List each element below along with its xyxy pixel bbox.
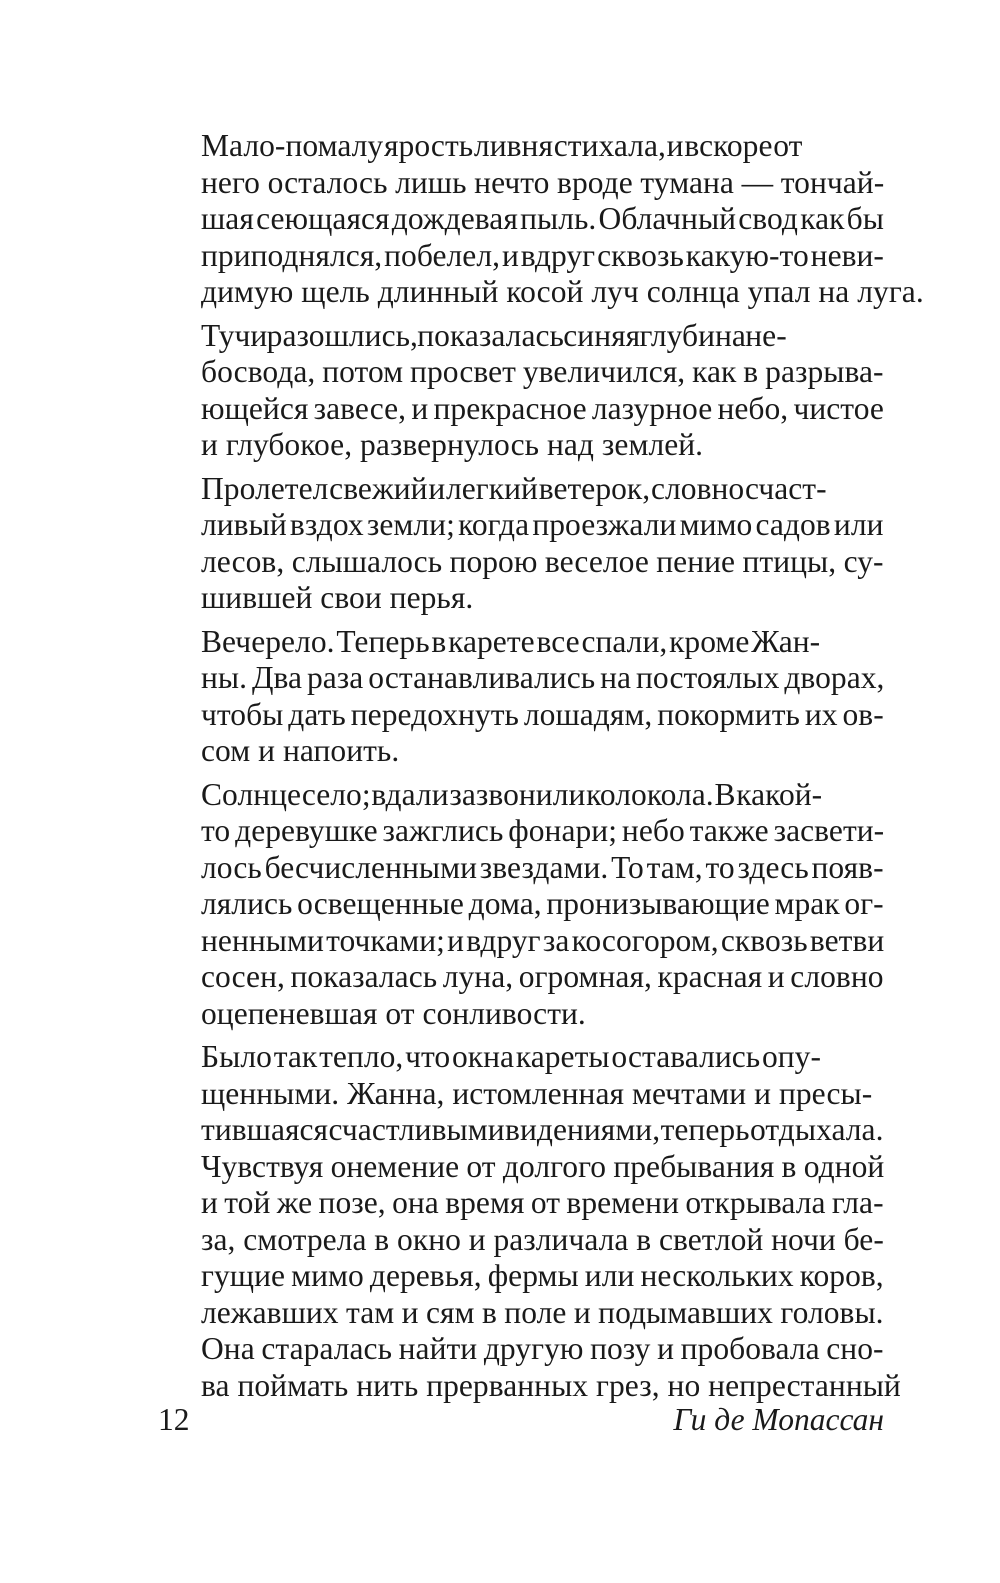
text-line: ны. Два раза останавливались на постоялых дворах, (201, 660, 885, 695)
text-line: и глубокое, развернулось над землей. (201, 427, 704, 462)
text-line: Солнце село; вдали зазвонили колокола. В какой- (201, 776, 823, 812)
text-line: оцепеневшая от сонливости. (201, 995, 586, 1031)
page-number: 12 (158, 1402, 190, 1437)
paragraph-6 (158, 1039, 901, 1404)
paragraph-1 (158, 128, 924, 311)
text-line: щенными. Жанна, истомленная мечтами и пресы- (201, 1075, 873, 1111)
text-line: Чувствуя онемение от долгого пребывания в одной (201, 1148, 885, 1184)
text-line: шая сеющаяся дождевая пыль. Облачный свод как бы (201, 201, 884, 236)
text-line: Было так тепло, что окна кареты оставались опу- (201, 1039, 822, 1074)
paragraph-3 (158, 471, 884, 617)
text-line: сосен, показалась луна, огромная, красная и словно (201, 959, 884, 994)
paragraph-2 (158, 318, 884, 464)
paragraph-5 (158, 777, 884, 1033)
text-line: Вечерело. Теперь в карете все спали, кроме Жан- (201, 623, 821, 659)
text-line: чтобы дать передохнуть лошадям, покормить их ов- (201, 696, 884, 732)
text-line: Пролетел свежий и легкий ветерок, словно счаст- (201, 470, 827, 506)
text-line: босвода, потом просвет увеличился, как в разрыва- (201, 354, 884, 389)
text-line: то деревушке зажглись фонари; небо также засвети- (201, 813, 885, 848)
text-line: за, смотрела в окно и различала в светлой ночи бе- (201, 1221, 884, 1257)
page-footer (158, 1400, 884, 1440)
text-line: шившей свои перья. (201, 580, 474, 615)
text-line: лось бесчисленными звездами. То там, то здесь появ- (201, 849, 884, 885)
text-line: димую щель длинный косой луч солнца упал на луга. (201, 274, 924, 309)
running-title: Ги де Мопассан (673, 1402, 884, 1437)
paragraph-4 (158, 624, 884, 770)
text-line: и той же позе, она время от времени открывала гла- (201, 1185, 884, 1220)
text-line: тившаяся счастливыми видениями, теперь отдыхала. (201, 1112, 884, 1147)
text-line: ливый вздох земли; когда проезжали мимо садов или (201, 507, 884, 542)
text-line: лесов, слышалось порою веселое пение птицы, су- (201, 543, 884, 579)
page-body (158, 128, 924, 1411)
text-line: него осталось лишь нечто вроде тумана — тончай- (201, 164, 885, 200)
text-line: лялись освещенные дома, пронизывающие мрак ог- (201, 886, 884, 921)
text-line: Мало-помалу ярость ливня стихала, и вскоре от (201, 128, 803, 163)
text-line: ва поймать нить прерванных грез, но непрестанный (201, 1367, 901, 1403)
text-line: Тучи разошлись, показалась синяя глубина не- (201, 317, 787, 353)
text-line: приподнялся, побелел, и вдруг сквозь какую-то неви- (201, 237, 884, 273)
text-line: гущие мимо деревья, фермы или нескольких коров, (201, 1258, 884, 1293)
text-line: лежавших там и сям в поле и подымавших головы. (201, 1294, 884, 1330)
text-line: ненными точками; и вдруг за косогором, сквозь ветви (201, 922, 885, 958)
text-line: Она старалась найти другую позу и пробовала сно- (201, 1331, 884, 1366)
text-line: ющейся завесе, и прекрасное лазурное небо, чистое (201, 390, 884, 426)
text-line: сом и напоить. (201, 733, 400, 768)
